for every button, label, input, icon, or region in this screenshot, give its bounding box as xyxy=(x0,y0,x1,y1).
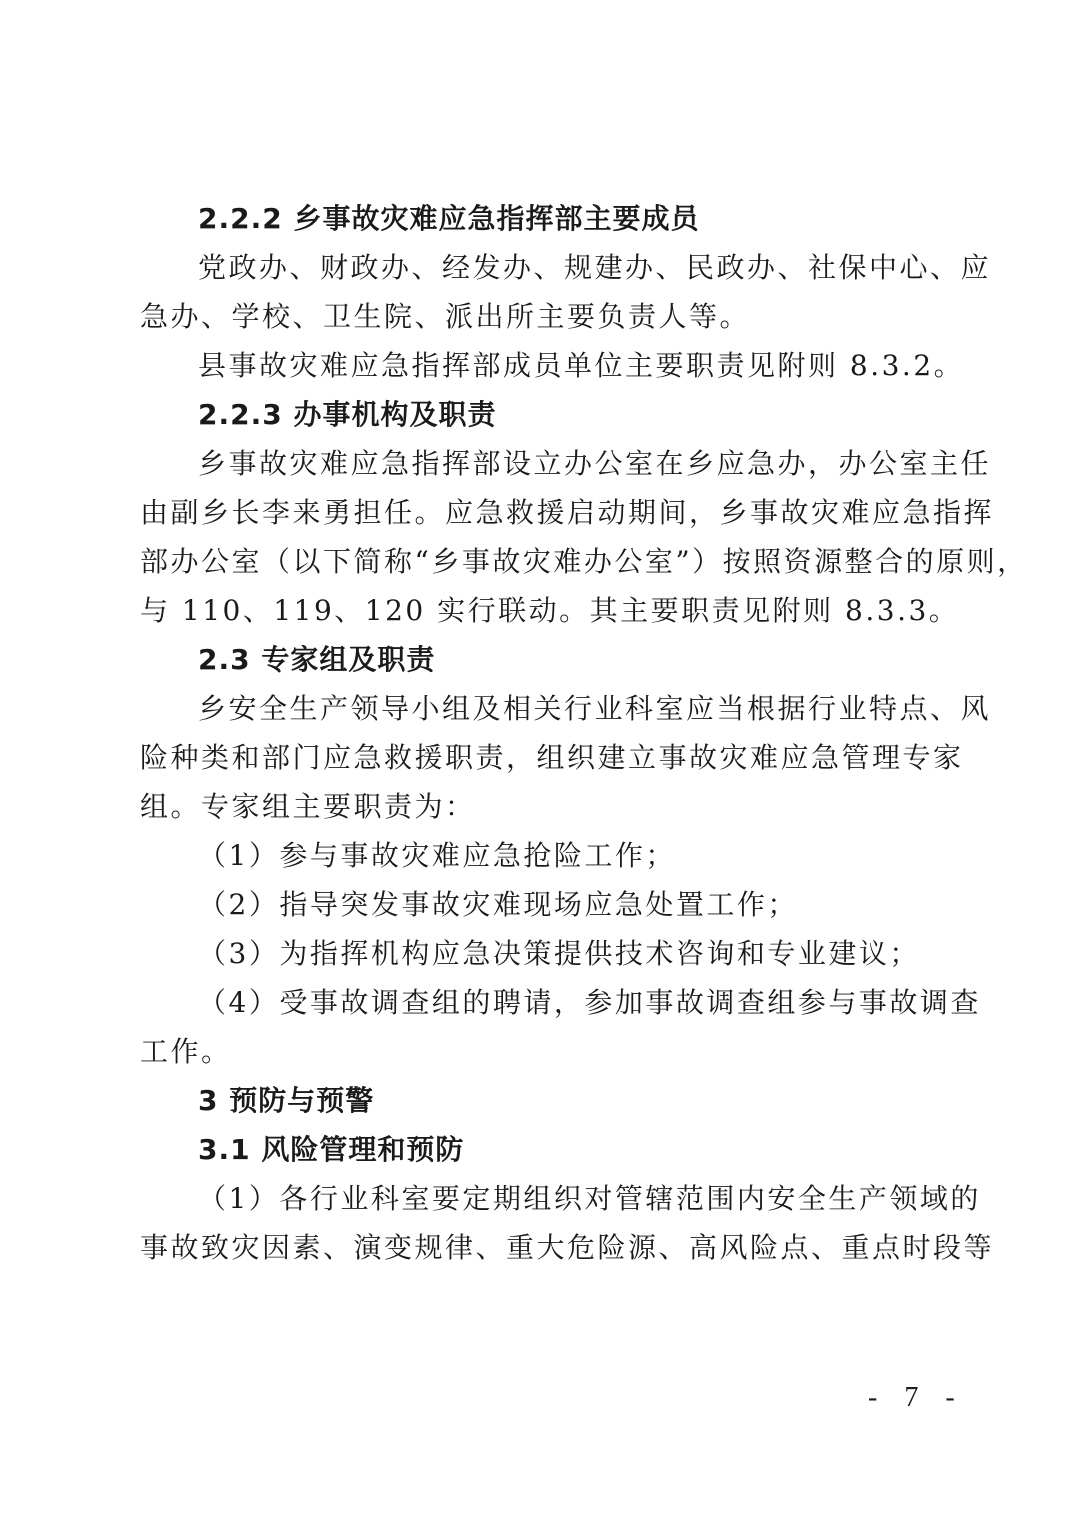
list-item-3-1-1: （1）各行业科室要定期组织对管辖范围内安全生产领域的 xyxy=(198,1182,981,1215)
paragraph-line: 部办公室（以下简称“乡事故灾难办公室”）按照资源整合的原则， xyxy=(140,545,1028,578)
document-body xyxy=(140,194,1028,1272)
paragraph-line: 险种类和部门应急救援职责，组织建立事故灾难应急管理专家 xyxy=(140,741,964,774)
heading-2-2-2: 2.2.2 乡事故灾难应急指挥部主要成员 xyxy=(198,202,700,235)
list-item-4: （4）受事故调查组的聘请，参加事故调查组参与事故调查 xyxy=(198,986,981,1019)
paragraph-line: 组。专家组主要职责为： xyxy=(140,790,476,823)
paragraph-line: 由副乡长李来勇担任。应急救援启动期间，乡事故灾难应急指挥 xyxy=(140,496,995,529)
heading-2-2-3: 2.2.3 办事机构及职责 xyxy=(198,398,497,431)
list-item-1: （1）参与事故灾难应急抢险工作； xyxy=(198,839,676,872)
page-number: - 7 - xyxy=(868,1382,965,1413)
heading-3: 3 预防与预警 xyxy=(198,1084,375,1117)
paragraph-line: 乡安全生产领导小组及相关行业科室应当根据行业特点、风 xyxy=(198,692,992,725)
heading-2-3: 2.3 专家组及职责 xyxy=(198,643,436,676)
paragraph-line: 县事故灾难应急指挥部成员单位主要职责见附则 8.3.2。 xyxy=(198,349,965,382)
paragraph-line: 急办、学校、卫生院、派出所主要负责人等。 xyxy=(140,300,751,333)
paragraph-line: 与 110、119、120 实行联动。其主要职责见附则 8.3.3。 xyxy=(140,594,960,627)
paragraph-line: 工作。 xyxy=(140,1035,232,1068)
paragraph-line: 事故致灾因素、演变规律、重大危险源、高风险点、重点时段等 xyxy=(140,1231,995,1264)
paragraph-line: 乡事故灾难应急指挥部设立办公室在乡应急办，办公室主任 xyxy=(198,447,992,480)
list-item-2: （2）指导突发事故灾难现场应急处置工作； xyxy=(198,888,798,921)
paragraph-line: 党政办、财政办、经发办、规建办、民政办、社保中心、应 xyxy=(198,251,992,284)
list-item-3: （3）为指挥机构应急决策提供技术咨询和专业建议； xyxy=(198,937,920,970)
heading-3-1: 3.1 风险管理和预防 xyxy=(198,1133,465,1166)
